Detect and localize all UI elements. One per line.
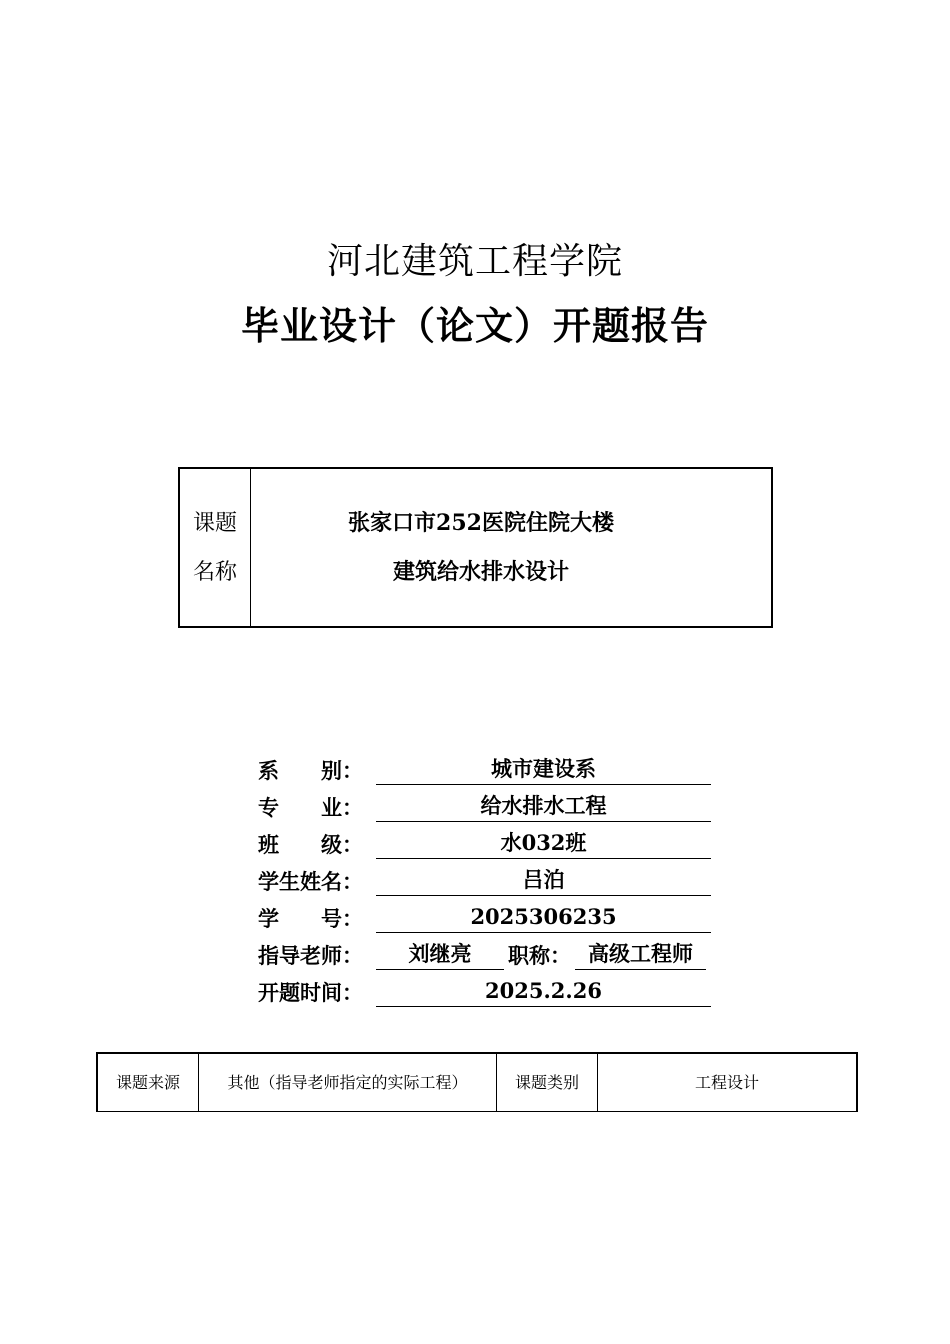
major-row <box>258 785 718 822</box>
student-row <box>258 859 718 896</box>
topic-label-line2: 名称 <box>192 559 237 585</box>
topic-name-line1: 张家口市252医院住院大楼 <box>348 509 614 536</box>
category-label: 课题类别 <box>497 1053 598 1112</box>
student-id-label: 学 号： <box>258 906 363 931</box>
topic-label-cell <box>180 469 251 626</box>
category-value: 工程设计 <box>598 1053 858 1112</box>
school-name: 河北建筑工程学院 <box>326 241 623 282</box>
topic-name-cell <box>251 469 771 626</box>
advisor-title-label: 职称： <box>508 943 571 968</box>
department-label: 系 别： <box>258 758 363 783</box>
major-label: 专 业： <box>258 795 363 820</box>
student-info <box>258 748 718 1007</box>
report-title: 毕业设计（论文）开题报告 <box>240 303 709 348</box>
date-label: 开题时间： <box>258 980 363 1005</box>
class-label: 班 级： <box>258 832 363 857</box>
source-label: 课题来源 <box>97 1053 199 1112</box>
advisor-value: 刘继亮 <box>376 939 504 970</box>
topic-box <box>178 467 773 628</box>
date-row <box>258 970 718 1007</box>
advisor-row <box>258 933 718 970</box>
class-value: 水032班 <box>376 828 711 859</box>
meta-row <box>97 1053 857 1112</box>
topic-label-line1: 课题 <box>192 510 237 536</box>
student-label: 学生姓名： <box>258 869 363 894</box>
topic-meta-table <box>96 1052 858 1112</box>
date-value: 2025.2.26 <box>376 976 711 1007</box>
class-row <box>258 822 718 859</box>
advisor-label: 指导老师： <box>258 943 363 968</box>
advisor-title-value: 高级工程师 <box>575 939 706 970</box>
major-value: 给水排水工程 <box>376 791 711 822</box>
student-id-row <box>258 896 718 933</box>
department-value: 城市建设系 <box>376 754 711 785</box>
source-value: 其他（指导老师指定的实际工程） <box>199 1053 497 1112</box>
department-row <box>258 748 718 785</box>
student-id-value: 2025306235 <box>376 902 711 933</box>
student-value: 吕泊 <box>376 865 711 896</box>
topic-name-line2: 建筑给水排水设计 <box>392 558 569 585</box>
